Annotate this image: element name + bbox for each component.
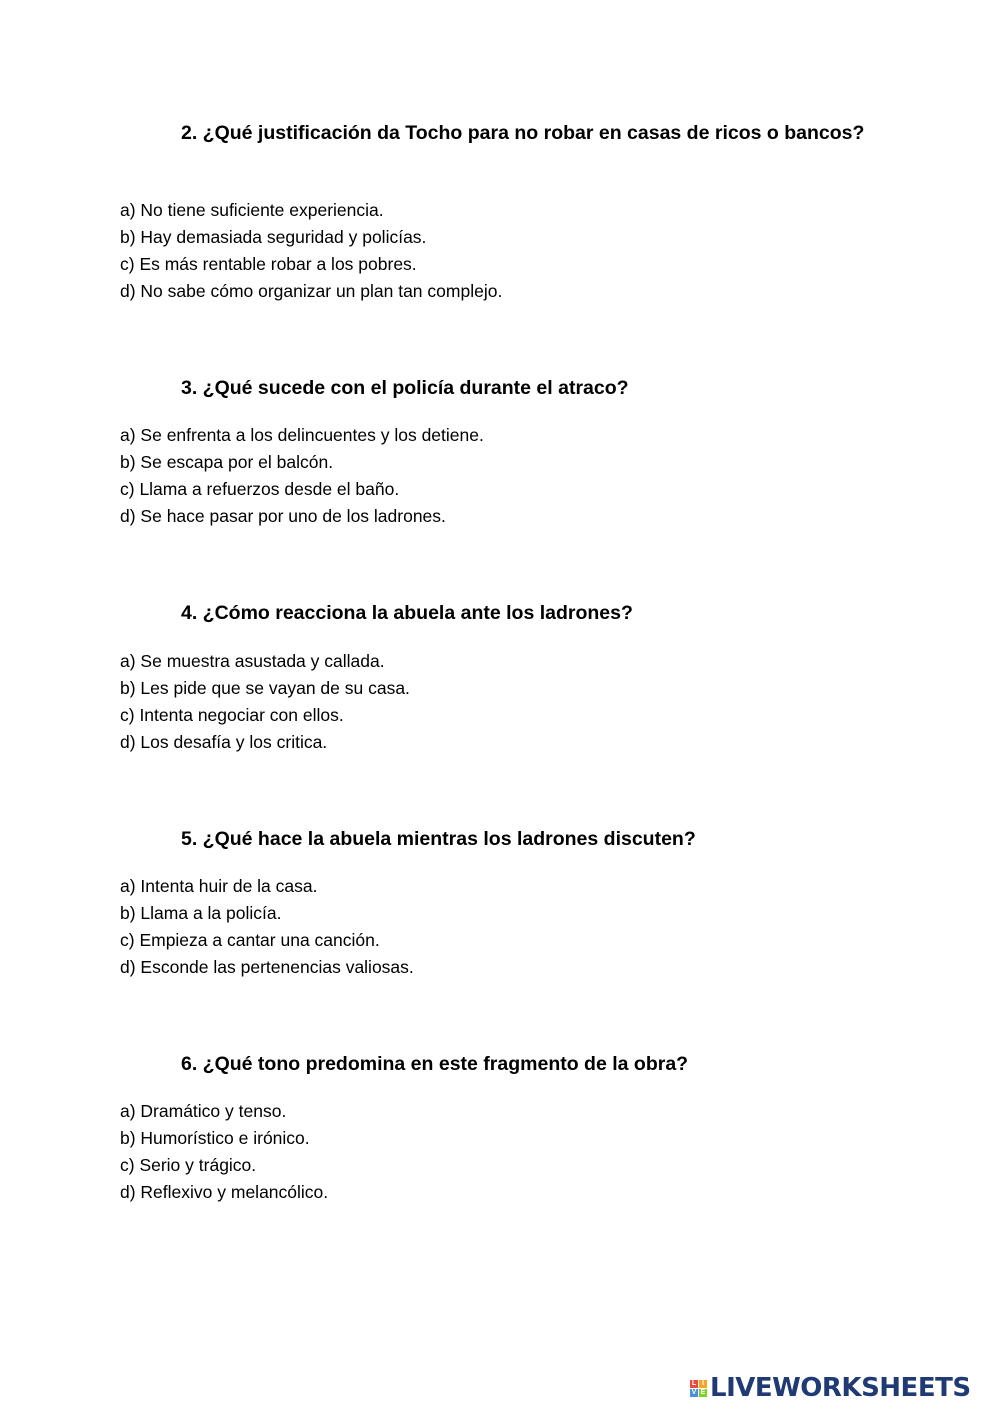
liveworksheets-brand	[690, 1372, 971, 1404]
logo-letter-v: V	[691, 1388, 697, 1396]
option-a[interactable]: a) Intenta huir de la casa.	[120, 876, 318, 896]
option-b[interactable]: b) Llama a la policía.	[120, 903, 282, 923]
logo-letter-i: I	[699, 1380, 707, 1388]
question-title: 4. ¿Cómo reacciona la abuela ante los ladrones?	[181, 602, 633, 624]
option-d[interactable]: d) Reflexivo y melancólico.	[120, 1182, 329, 1202]
option-b[interactable]: b) Se escapa por el balcón.	[120, 452, 334, 472]
option-b[interactable]: b) Hay demasiada seguridad y policías.	[120, 227, 427, 247]
option-list	[120, 873, 414, 981]
option-c[interactable]: c) Es más rentable robar a los pobres.	[120, 254, 417, 274]
liveworksheets-logo-icon	[690, 1380, 707, 1397]
option-c[interactable]: c) Serio y trágico.	[120, 1155, 257, 1175]
option-a[interactable]: a) No tiene suficiente experiencia.	[120, 200, 384, 220]
logo-letter-l: L	[691, 1379, 697, 1387]
option-list	[120, 197, 502, 305]
option-list	[120, 1098, 328, 1206]
option-c[interactable]: c) Llama a refuerzos desde el baño.	[120, 479, 400, 499]
option-a[interactable]: a) Se enfrenta a los delincuentes y los detiene.	[120, 425, 484, 445]
question-title: 6. ¿Qué tono predomina en este fragmento de la obra?	[181, 1053, 689, 1075]
brand-wordmark: LIVEWORKSHEETS	[710, 1373, 971, 1403]
option-a[interactable]: a) Dramático y tenso.	[120, 1101, 287, 1121]
option-a[interactable]: a) Se muestra asustada y callada.	[120, 651, 385, 671]
question-title: 2. ¿Qué justificación da Tocho para no robar en casas de ricos o bancos?	[181, 122, 865, 144]
option-b[interactable]: b) Les pide que se vayan de su casa.	[120, 678, 410, 698]
option-c[interactable]: c) Empieza a cantar una canción.	[120, 930, 380, 950]
option-d[interactable]: d) Se hace pasar por uno de los ladrones.	[120, 506, 446, 526]
option-b[interactable]: b) Humorístico e irónico.	[120, 1128, 310, 1148]
question-title: 3. ¿Qué sucede con el policía durante el atraco?	[181, 377, 629, 399]
option-list	[120, 648, 410, 756]
question-title: 5. ¿Qué hace la abuela mientras los ladrones discuten?	[181, 828, 696, 850]
logo-letter-e: E	[700, 1388, 706, 1396]
option-d[interactable]: d) Los desafía y los critica.	[120, 732, 328, 752]
option-d[interactable]: d) No sabe cómo organizar un plan tan complejo.	[120, 281, 503, 301]
option-d[interactable]: d) Esconde las pertenencias valiosas.	[120, 957, 414, 977]
option-list	[120, 422, 484, 530]
option-c[interactable]: c) Intenta negociar con ellos.	[120, 705, 344, 725]
